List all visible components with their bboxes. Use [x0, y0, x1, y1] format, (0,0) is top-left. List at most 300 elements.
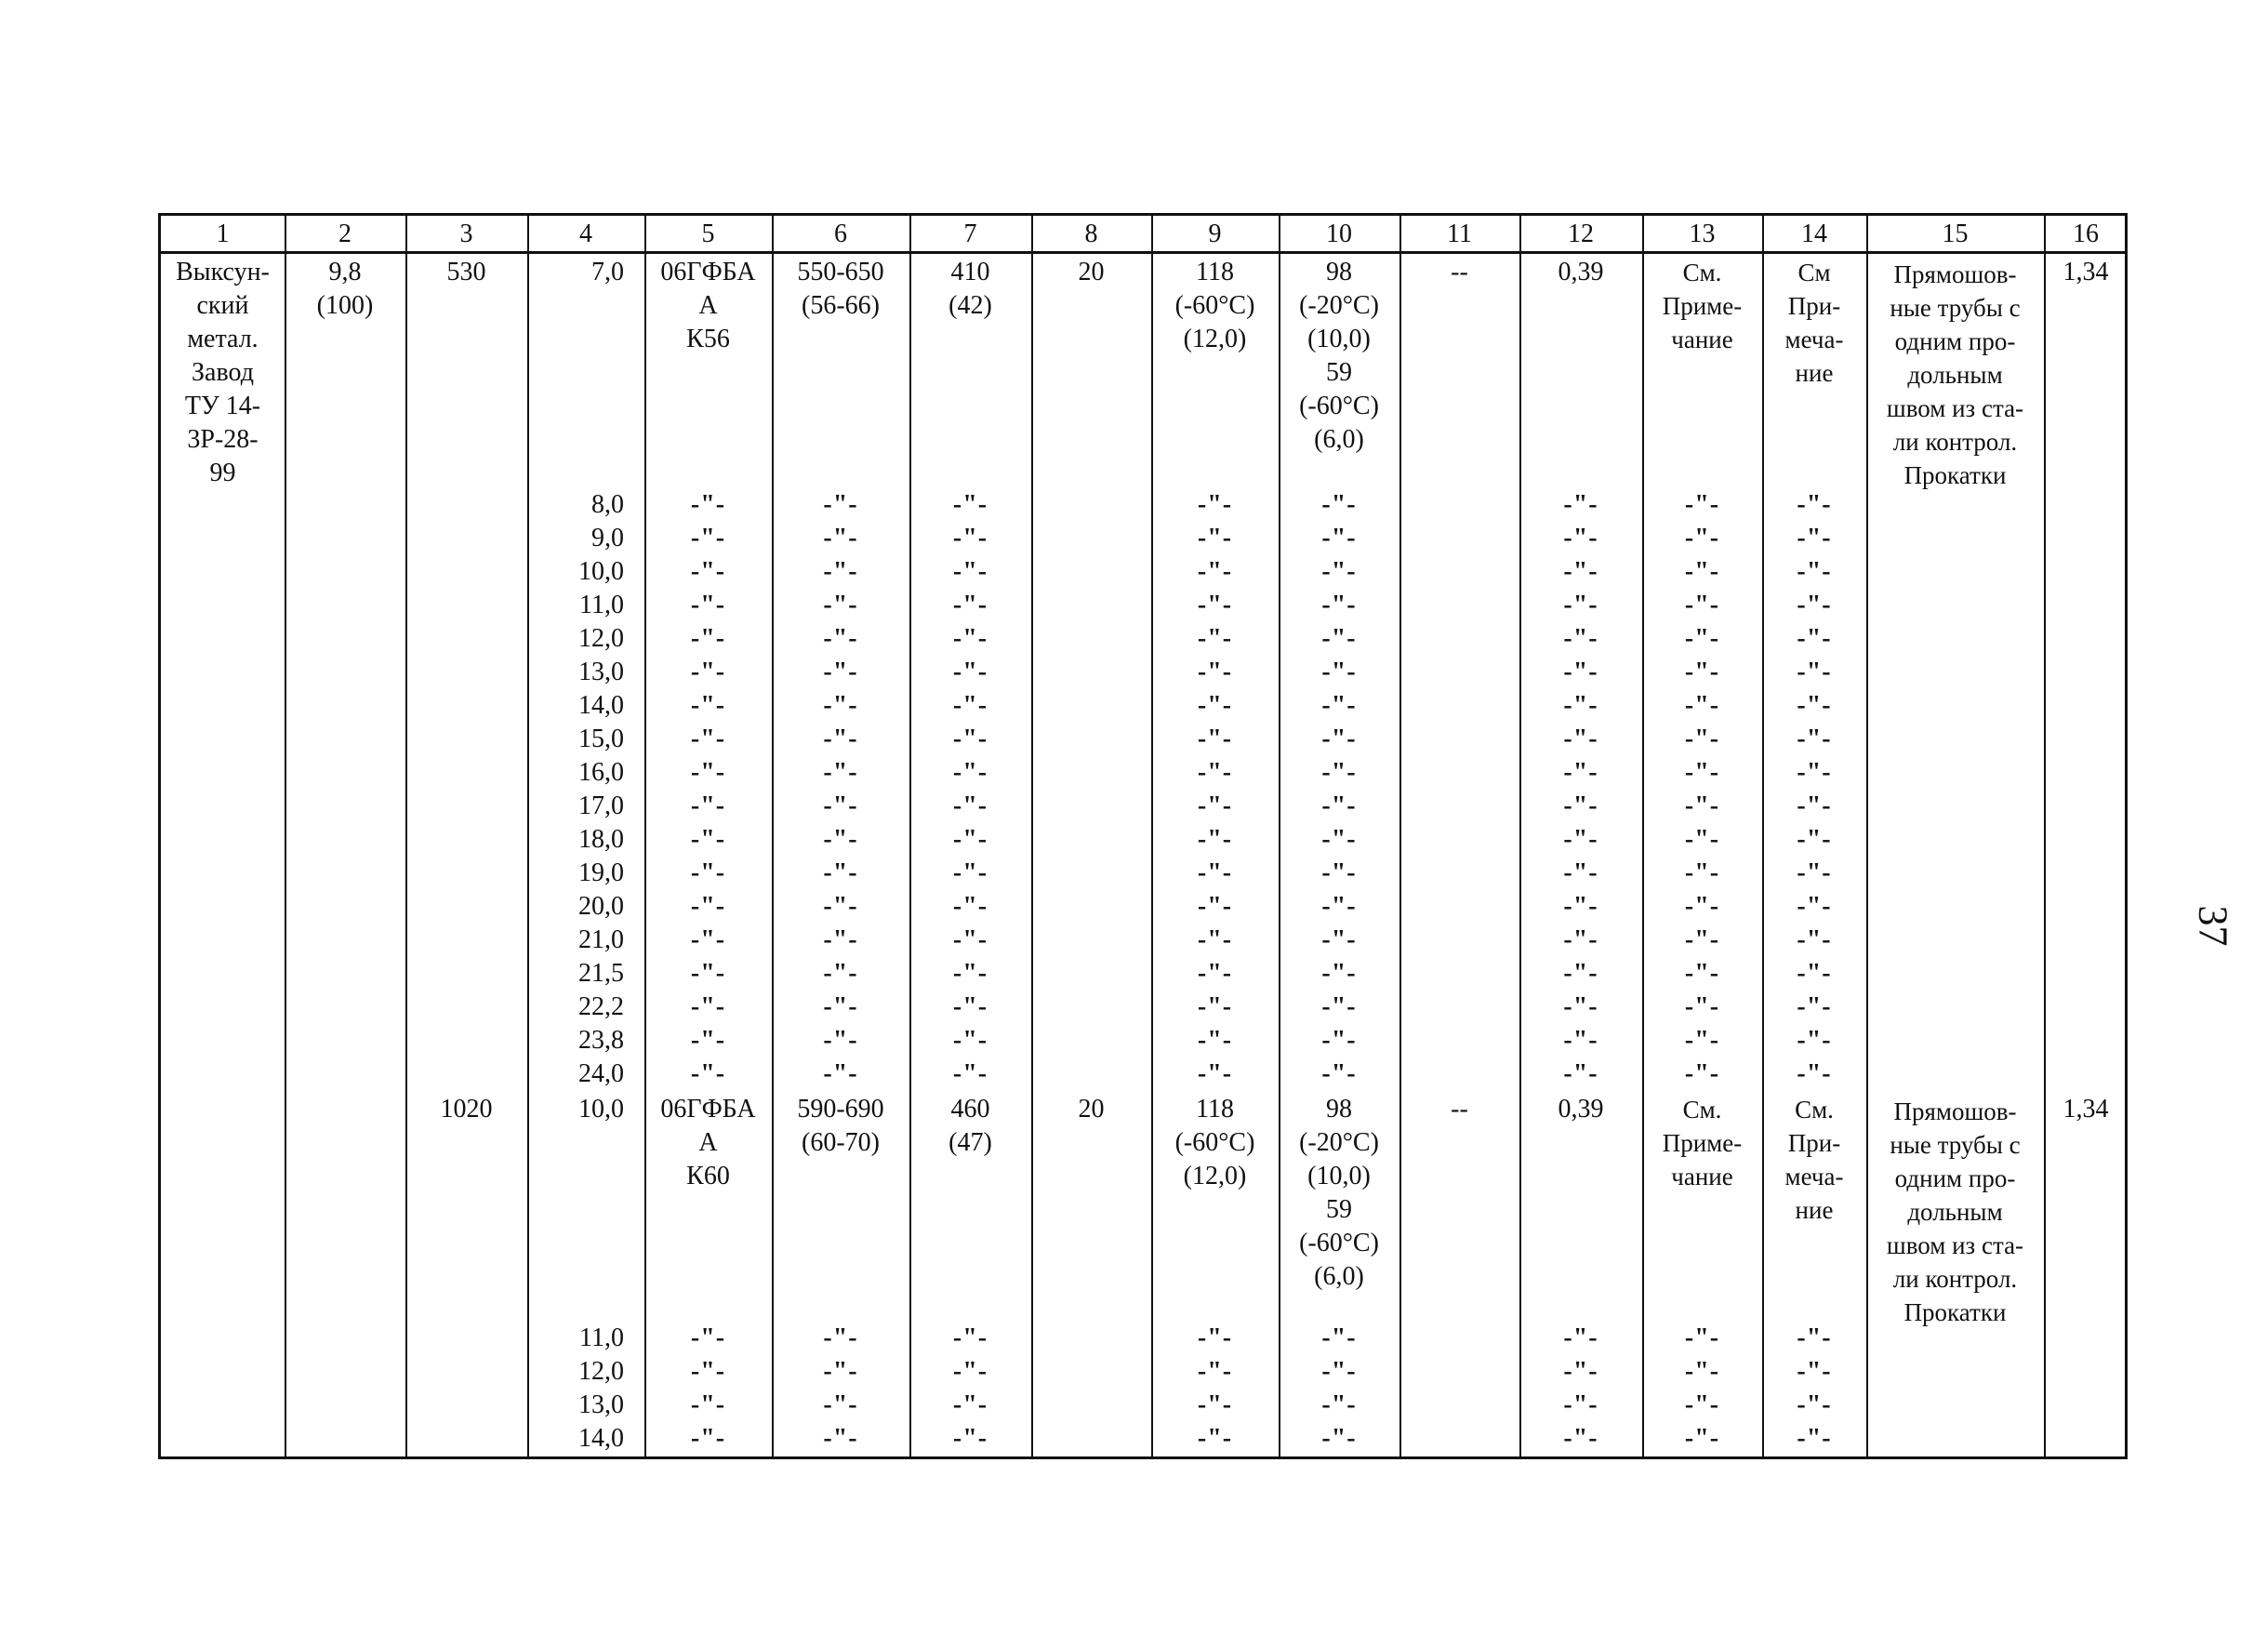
cell-line: ние	[1795, 359, 1834, 387]
cell-line: 3Р-28-	[187, 425, 259, 454]
ditto-mark: -"-	[1321, 758, 1357, 787]
ditto-mark: -"-	[1563, 825, 1598, 854]
ditto-mark: -"-	[1684, 1424, 1720, 1453]
cell-line: См.	[1795, 1096, 1834, 1124]
cell-line: дольным	[1907, 361, 2003, 389]
ditto-mark: -"-	[1321, 658, 1357, 686]
ditto-mark: -"-	[1197, 1026, 1233, 1055]
ditto-mark: -"-	[1321, 1323, 1357, 1352]
cell-line: ные трубы с	[1890, 1131, 2021, 1159]
ditto-mark: -"-	[690, 791, 726, 820]
ditto-mark: -"-	[1797, 791, 1832, 820]
cell-line: метал.	[187, 325, 259, 353]
manufacturer-cell	[161, 256, 285, 490]
ditto-mark: -"-	[1797, 490, 1832, 519]
ditto-mark: -"-	[1321, 624, 1357, 653]
ditto-mark: -"-	[1797, 1059, 1832, 1088]
ditto-mark: -"-	[952, 892, 988, 921]
cell-line: 98	[1326, 258, 1352, 286]
ditto-mark: -"-	[823, 758, 858, 787]
thickness-cell: 18,0	[578, 825, 624, 854]
cell-line: При-	[1787, 292, 1841, 320]
ditto-mark: -"-	[1797, 858, 1832, 887]
ditto-mark: -"-	[1797, 1323, 1832, 1352]
ditto-mark: -"-	[1797, 658, 1832, 686]
ditto-mark: -"-	[823, 825, 858, 854]
thickness-cell: 17,0	[578, 791, 624, 820]
cell-line: Прокатки	[1903, 461, 2007, 489]
ditto-mark: -"-	[1563, 658, 1598, 686]
ditto-mark: -"-	[1197, 825, 1233, 854]
ditto-mark: -"-	[952, 1059, 988, 1088]
ditto-mark: -"-	[1321, 925, 1357, 954]
ditto-mark: -"-	[690, 658, 726, 686]
ditto-mark: -"-	[823, 1059, 858, 1088]
cell-line: (10,0)	[1307, 1162, 1371, 1190]
column-header: 16	[2073, 219, 2099, 248]
ditto-mark: -"-	[1684, 490, 1720, 519]
ditto-mark: -"-	[952, 624, 988, 653]
cell-line: См	[1797, 259, 1831, 286]
cell-line: швом из ста-	[1886, 394, 2024, 422]
ditto-mark: -"-	[690, 591, 726, 619]
cell-line: 99	[209, 459, 236, 487]
cell-line: швом из ста-	[1886, 1231, 2024, 1259]
column-header: 11	[1447, 219, 1472, 248]
ditto-mark: -"-	[1563, 791, 1598, 820]
ditto-mark: -"-	[690, 825, 726, 854]
cell-line: Приме-	[1662, 292, 1743, 320]
ditto-mark: -"-	[952, 992, 988, 1021]
ditto-mark: -"-	[1684, 791, 1720, 820]
ditto-mark: -"-	[952, 591, 988, 619]
cell-line: (10,0)	[1307, 325, 1371, 353]
ditto-mark: -"-	[1563, 624, 1598, 653]
ditto-mark: -"-	[690, 959, 726, 988]
ditto-mark: -"-	[690, 691, 726, 720]
ditto-mark: -"-	[1563, 959, 1598, 988]
cell-line: (60-70)	[802, 1128, 880, 1157]
ditto-mark: -"-	[1563, 591, 1598, 619]
ditto-mark: -"-	[1321, 825, 1357, 854]
ditto-mark: -"-	[1797, 825, 1832, 854]
elongation-cell: 20	[1078, 258, 1105, 286]
ditto-mark: -"-	[1197, 624, 1233, 653]
note-cell	[1642, 1093, 1762, 1193]
ditto-mark: -"-	[823, 925, 858, 954]
ditto-mark: -"-	[1684, 1323, 1720, 1352]
tensile-cell	[772, 256, 909, 323]
cell-line: ТУ 14-	[184, 392, 261, 420]
cell-line: (-60°C)	[1299, 1229, 1379, 1257]
ditto-mark: -"-	[952, 524, 988, 552]
ditto-mark: -"-	[1197, 691, 1233, 720]
yield-cell	[909, 256, 1031, 323]
ditto-mark: -"-	[690, 1059, 726, 1088]
ditto-mark: -"-	[1563, 858, 1598, 887]
cell-line: 550-650	[797, 258, 884, 286]
cell-line: Завод	[192, 358, 254, 387]
ditto-mark: -"-	[952, 691, 988, 720]
ditto-mark: -"-	[1797, 557, 1832, 586]
ditto-mark: -"-	[1197, 959, 1233, 988]
cell-line: (6,0)	[1314, 425, 1364, 454]
ditto-mark: -"-	[1797, 992, 1832, 1021]
ditto-mark: -"-	[823, 524, 858, 552]
cell-line: К60	[686, 1162, 730, 1190]
ditto-mark: -"-	[1563, 1390, 1598, 1419]
ditto-mark: -"-	[1197, 925, 1233, 954]
cell-line: меча-	[1784, 1163, 1844, 1190]
thickness-cell: 19,0	[578, 858, 624, 887]
ditto-mark: -"-	[1563, 1059, 1598, 1088]
ditto-mark: -"-	[823, 1026, 858, 1055]
ditto-mark: -"-	[1797, 892, 1832, 921]
ditto-mark: -"-	[690, 624, 726, 653]
ditto-mark: -"-	[952, 490, 988, 519]
thickness-cell: 24,0	[578, 1059, 624, 1088]
ditto-mark: -"-	[952, 791, 988, 820]
ditto-mark: -"-	[1197, 658, 1233, 686]
ditto-mark: -"-	[1197, 591, 1233, 619]
ditto-mark: -"-	[823, 1323, 858, 1352]
dash-cell: --	[1451, 258, 1468, 286]
ditto-mark: -"-	[1197, 725, 1233, 753]
ditto-mark: -"-	[952, 1026, 988, 1055]
cell-line: 06ГФБА	[660, 258, 756, 286]
ditto-mark: -"-	[1197, 524, 1233, 552]
ditto-mark: -"-	[1684, 624, 1720, 653]
ditto-mark: -"-	[1321, 1390, 1357, 1419]
ditto-mark: -"-	[1684, 992, 1720, 1021]
ditto-mark: -"-	[1797, 524, 1832, 552]
cell-line: ние	[1795, 1196, 1834, 1224]
ditto-mark: -"-	[1197, 892, 1233, 921]
cell-line: ли контрол.	[1892, 428, 2018, 456]
column-header: 10	[1326, 219, 1352, 248]
ditto-mark: -"-	[1797, 1390, 1832, 1419]
ditto-mark: -"-	[1563, 725, 1598, 753]
cell-line: 59	[1326, 358, 1352, 387]
carbon-equiv-cell: 0,39	[1558, 258, 1604, 286]
thickness-cell: 13,0	[578, 1390, 624, 1419]
column-header: 14	[1801, 219, 1827, 248]
ditto-mark: -"-	[1563, 490, 1598, 519]
ditto-mark: -"-	[1797, 624, 1832, 653]
ditto-mark: -"-	[1321, 791, 1357, 820]
cell-line: (-20°C)	[1299, 291, 1379, 320]
ditto-mark: -"-	[1321, 892, 1357, 921]
ditto-mark: -"-	[690, 490, 726, 519]
ditto-mark: -"-	[1321, 858, 1357, 887]
ditto-mark: -"-	[1684, 959, 1720, 988]
ditto-mark: -"-	[690, 1424, 726, 1453]
ditto-mark: -"-	[1684, 925, 1720, 954]
thickness-cell: 14,0	[578, 1424, 624, 1453]
impact-cell	[1151, 256, 1279, 356]
impact-cell	[1151, 1093, 1279, 1193]
ditto-mark: -"-	[952, 825, 988, 854]
cell-line: 118	[1196, 258, 1234, 286]
cell-line: 06ГФБА	[660, 1095, 756, 1124]
ditto-mark: -"-	[952, 925, 988, 954]
ditto-mark: -"-	[823, 959, 858, 988]
data-table	[158, 213, 2128, 1459]
cell-line: Выксун-	[176, 258, 270, 286]
ditto-mark: -"-	[1563, 758, 1598, 787]
yield-cell	[909, 1093, 1031, 1160]
thickness-cell: 8,0	[591, 490, 624, 519]
column-divider	[2044, 216, 2046, 1456]
ditto-mark: -"-	[690, 758, 726, 787]
ditto-mark: -"-	[1197, 1357, 1233, 1386]
cell-line: (-60°C)	[1174, 291, 1255, 320]
column-header-row	[161, 216, 2125, 254]
ditto-mark: -"-	[952, 1323, 988, 1352]
ditto-mark: -"-	[1684, 858, 1720, 887]
ditto-mark: -"-	[952, 858, 988, 887]
ditto-mark: -"-	[823, 557, 858, 586]
ditto-mark: -"-	[1321, 557, 1357, 586]
column-header: 13	[1689, 219, 1716, 248]
ditto-mark: -"-	[1321, 1059, 1357, 1088]
ditto-mark: -"-	[952, 1390, 988, 1419]
cell-line: При-	[1787, 1129, 1841, 1157]
ditto-mark: -"-	[952, 658, 988, 686]
description-cell	[1866, 1095, 2044, 1329]
cell-line: одним про-	[1894, 327, 2016, 355]
ditto-mark: -"-	[1797, 1357, 1832, 1386]
ditto-mark: -"-	[1321, 691, 1357, 720]
ditto-mark: -"-	[1797, 758, 1832, 787]
column-header: 7	[963, 219, 977, 248]
steel-grade-cell	[644, 256, 772, 356]
ditto-mark: -"-	[1797, 1424, 1832, 1453]
ditto-mark: -"-	[1197, 1323, 1233, 1352]
cell-line: (-60°C)	[1299, 392, 1379, 420]
ditto-mark: -"-	[1797, 725, 1832, 753]
column-header: 3	[459, 219, 473, 248]
dash-cell: --	[1451, 1095, 1468, 1124]
ditto-mark: -"-	[1563, 1424, 1598, 1453]
cell-line: (47)	[948, 1128, 992, 1157]
thickness-cell: 13,0	[578, 658, 624, 686]
ditto-mark: -"-	[1197, 490, 1233, 519]
thickness-cell: 7,0	[591, 258, 624, 286]
ditto-mark: -"-	[690, 858, 726, 887]
ditto-mark: -"-	[1321, 490, 1357, 519]
ditto-mark: -"-	[1563, 1026, 1598, 1055]
note-cell	[1642, 256, 1762, 356]
thickness-cell: 11,0	[579, 591, 624, 619]
column-header: 6	[834, 219, 847, 248]
ditto-mark: -"-	[1797, 591, 1832, 619]
column-header: 9	[1208, 219, 1222, 248]
ditto-mark: -"-	[952, 1357, 988, 1386]
thickness-cell: 12,0	[578, 624, 624, 653]
pressure-cell	[285, 256, 405, 323]
ditto-mark: -"-	[1563, 557, 1598, 586]
ditto-mark: -"-	[690, 992, 726, 1021]
description-cell	[1866, 258, 2044, 492]
diameter-cell: 1020	[440, 1095, 493, 1124]
ditto-mark: -"-	[952, 959, 988, 988]
ditto-mark: -"-	[1321, 1357, 1357, 1386]
thickness-cell: 23,8	[578, 1026, 624, 1055]
cell-line: (-60°C)	[1174, 1128, 1255, 1157]
ditto-mark: -"-	[690, 892, 726, 921]
ditto-mark: -"-	[1684, 1390, 1720, 1419]
ditto-mark: -"-	[1197, 1424, 1233, 1453]
thickness-cell: 20,0	[578, 892, 624, 921]
ditto-mark: -"-	[1684, 591, 1720, 619]
carbon-equiv-cell: 0,39	[1558, 1095, 1604, 1124]
ditto-mark: -"-	[1563, 1357, 1598, 1386]
thickness-cell: 11,0	[579, 1323, 624, 1352]
note-cell	[1762, 1093, 1866, 1227]
ditto-mark: -"-	[690, 557, 726, 586]
ditto-mark: -"-	[1684, 725, 1720, 753]
column-divider	[1399, 216, 1401, 1456]
ditto-mark: -"-	[690, 1357, 726, 1386]
cell-line: чание	[1671, 326, 1733, 353]
ditto-mark: -"-	[690, 1390, 726, 1419]
ditto-mark: -"-	[1563, 524, 1598, 552]
cell-line: Прямошов-	[1893, 1097, 2017, 1125]
ditto-mark: -"-	[952, 557, 988, 586]
column-divider	[285, 216, 286, 1456]
ditto-mark: -"-	[823, 1424, 858, 1453]
ditto-mark: -"-	[1321, 524, 1357, 552]
ditto-mark: -"-	[823, 591, 858, 619]
cell-line: См.	[1682, 1096, 1722, 1124]
ditto-mark: -"-	[1197, 1390, 1233, 1419]
ditto-mark: -"-	[1563, 1323, 1598, 1352]
cell-line: чание	[1671, 1163, 1733, 1190]
cell-line: А	[698, 1128, 718, 1157]
ditto-mark: -"-	[1563, 925, 1598, 954]
cell-line: Приме-	[1662, 1129, 1743, 1157]
ditto-mark: -"-	[1197, 791, 1233, 820]
cell-line: А	[698, 291, 718, 320]
ditto-mark: -"-	[690, 1026, 726, 1055]
ditto-mark: -"-	[823, 691, 858, 720]
ditto-mark: -"-	[1684, 1026, 1720, 1055]
coefficient-cell: 1,34	[2062, 258, 2109, 286]
tensile-cell	[772, 1093, 909, 1160]
ditto-mark: -"-	[1197, 557, 1233, 586]
cell-line: 460	[950, 1095, 990, 1124]
column-header: 8	[1084, 219, 1098, 248]
ditto-mark: -"-	[1684, 658, 1720, 686]
diameter-cell: 530	[446, 258, 486, 286]
cell-line: (6,0)	[1314, 1262, 1364, 1291]
thickness-cell: 10,0	[578, 1095, 624, 1124]
steel-grade-cell	[644, 1093, 772, 1193]
ditto-mark: -"-	[1684, 1357, 1720, 1386]
ditto-mark: -"-	[1684, 524, 1720, 552]
ditto-mark: -"-	[1797, 1026, 1832, 1055]
cell-line: См.	[1682, 259, 1722, 286]
thickness-cell: 9,0	[591, 524, 624, 552]
ditto-mark: -"-	[1197, 758, 1233, 787]
column-header: 2	[338, 219, 351, 248]
elongation-cell: 20	[1078, 1095, 1105, 1124]
cell-line: (12,0)	[1183, 1162, 1247, 1190]
ditto-mark: -"-	[823, 1390, 858, 1419]
impact-cell-2	[1279, 256, 1399, 457]
cell-line: (42)	[948, 291, 992, 320]
ditto-mark: -"-	[1197, 858, 1233, 887]
ditto-mark: -"-	[823, 624, 858, 653]
ditto-mark: -"-	[1321, 591, 1357, 619]
cell-line: 59	[1326, 1195, 1352, 1224]
column-divider	[405, 216, 407, 1456]
ditto-mark: -"-	[1684, 758, 1720, 787]
ditto-mark: -"-	[690, 925, 726, 954]
ditto-mark: -"-	[823, 892, 858, 921]
ditto-mark: -"-	[1197, 992, 1233, 1021]
column-header: 15	[1942, 219, 1969, 248]
column-header: 1	[216, 219, 230, 248]
page-number: 37	[2190, 905, 2236, 947]
cell-line: (12,0)	[1183, 325, 1247, 353]
note-cell	[1762, 256, 1866, 390]
ditto-mark: -"-	[1797, 959, 1832, 988]
thickness-cell: 10,0	[578, 557, 624, 586]
cell-line: 98	[1326, 1095, 1352, 1124]
ditto-mark: -"-	[1563, 892, 1598, 921]
thickness-cell: 22,2	[578, 992, 624, 1021]
ditto-mark: -"-	[1321, 1026, 1357, 1055]
ditto-mark: -"-	[823, 658, 858, 686]
ditto-mark: -"-	[823, 725, 858, 753]
cell-line: ли контрол.	[1892, 1265, 2018, 1293]
ditto-mark: -"-	[952, 725, 988, 753]
cell-line: ные трубы с	[1890, 294, 2021, 322]
ditto-mark: -"-	[952, 758, 988, 787]
ditto-mark: -"-	[823, 992, 858, 1021]
ditto-mark: -"-	[690, 1323, 726, 1352]
ditto-mark: -"-	[1321, 959, 1357, 988]
cell-line: одним про-	[1894, 1164, 2016, 1192]
column-header: 5	[701, 219, 715, 248]
impact-cell-2	[1279, 1093, 1399, 1294]
ditto-mark: -"-	[1684, 1059, 1720, 1088]
ditto-mark: -"-	[823, 490, 858, 519]
thickness-cell: 12,0	[578, 1357, 624, 1386]
cell-line: (-20°C)	[1299, 1128, 1379, 1157]
ditto-mark: -"-	[1321, 1424, 1357, 1453]
cell-line: 9,8	[328, 258, 362, 286]
ditto-mark: -"-	[1563, 992, 1598, 1021]
ditto-mark: -"-	[1684, 691, 1720, 720]
thickness-cell: 15,0	[578, 725, 624, 753]
thickness-cell: 14,0	[578, 691, 624, 720]
ditto-mark: -"-	[952, 1424, 988, 1453]
cell-line: Прямошов-	[1893, 260, 2017, 288]
ditto-mark: -"-	[1797, 925, 1832, 954]
ditto-mark: -"-	[1797, 691, 1832, 720]
coefficient-cell: 1,34	[2062, 1095, 2109, 1124]
cell-line: (100)	[316, 291, 374, 320]
cell-line: (56-66)	[802, 291, 880, 320]
thickness-cell: 16,0	[578, 758, 624, 787]
ditto-mark: -"-	[1684, 825, 1720, 854]
column-header: 12	[1568, 219, 1594, 248]
cell-line: ский	[196, 291, 249, 320]
thickness-cell: 21,0	[578, 925, 624, 954]
